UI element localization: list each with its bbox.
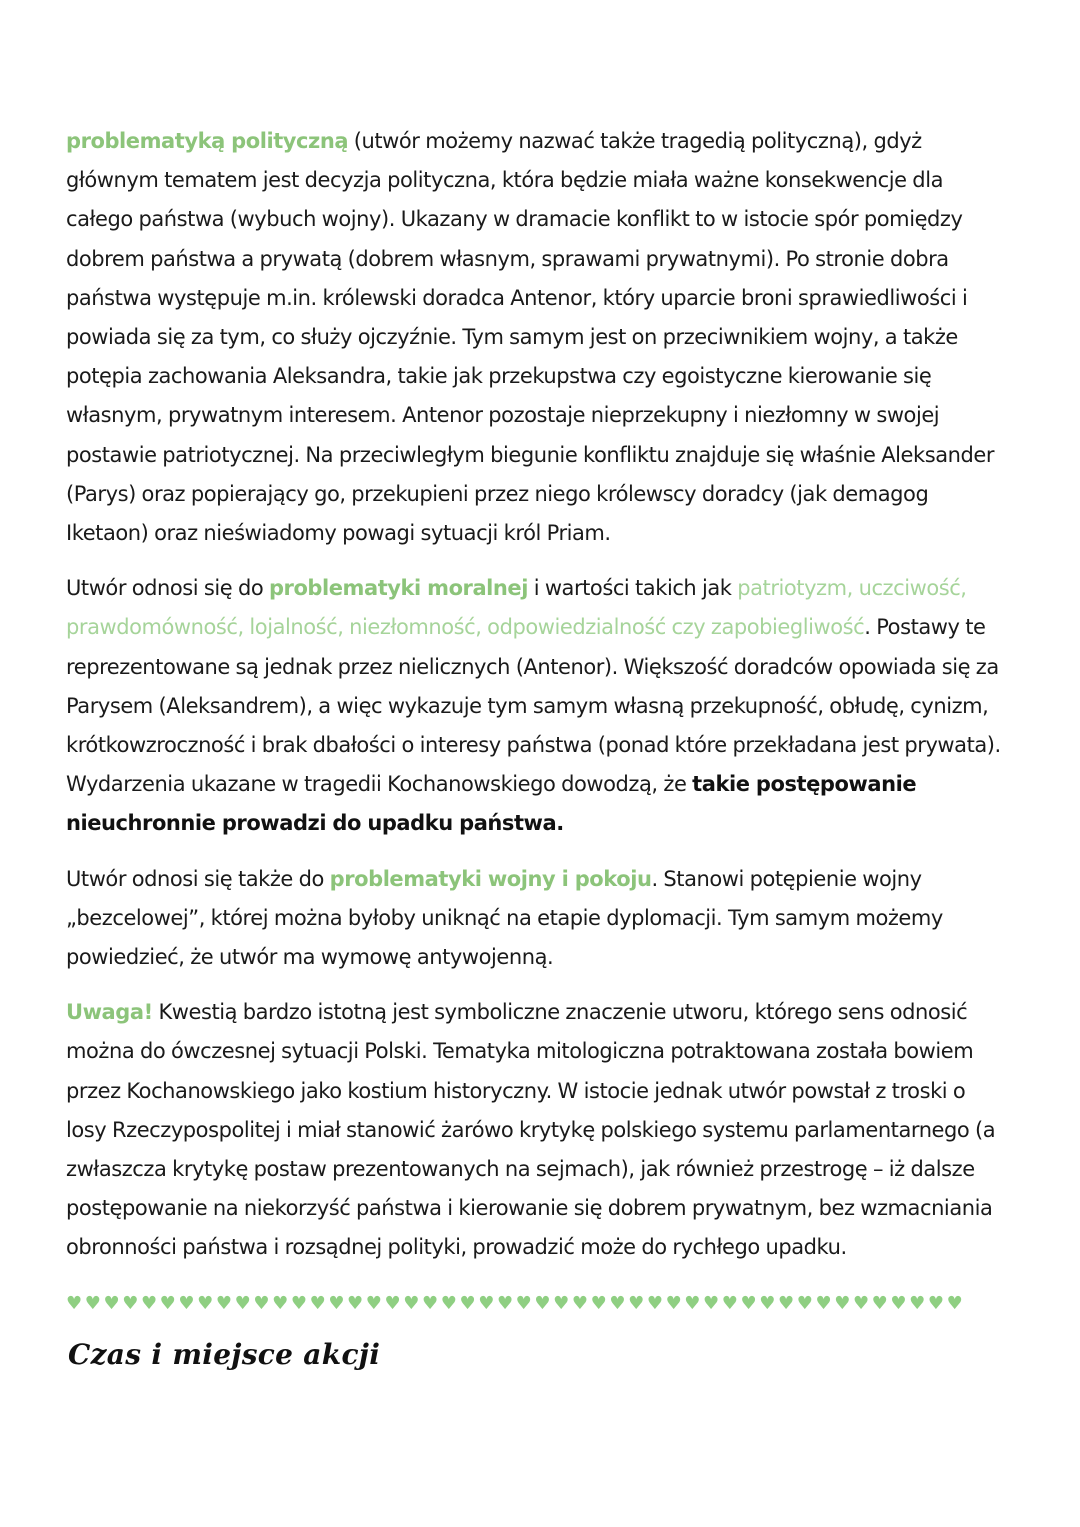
term-war-peace: problematyki wojny i pokoju	[329, 866, 652, 891]
paragraph-text: i wartości takich jak	[527, 576, 738, 601]
hearts-divider: ♥♥♥♥♥♥♥♥♥♥♥♥♥♥♥♥♥♥♥♥♥♥♥♥♥♥♥♥♥♥♥♥♥♥♥♥♥♥♥♥♥♥♥♥♥♥♥♥	[66, 1292, 966, 1314]
paragraph-text: .	[556, 811, 564, 836]
term-political-problems: problematyką polityczną	[66, 129, 349, 153]
paragraph-war-peace	[66, 860, 1010, 978]
term-moral-problems: problematyki moralnej	[268, 576, 528, 601]
paragraph-text: . Postawy te reprezentowane są jednak przez nielicznych (Antenor). Większość doradców opowiada się za Parysem (Aleksandrem), a więc wykazuje tym samym własną przekupność, obłudę, cynizm, krótkowzroczność i brak dbałości o interesy państwa (ponad które przekładana jest prywata). Wydarzenia ukazane w tragedii Kochanowskiego dowodzą, że	[66, 615, 1001, 797]
paragraph-text: Kwestią bardzo istotną jest symboliczne znaczenie utworu, którego sens odnosić można do ówczesnej sytuacji Polski. Tematyka mitologiczna potraktowana została bowiem przez Kochanowskiego jako kostium historyczny. W istocie jednak utwór powstał z troski o losy Rzeczypospolitej i miał stanowić żarówo krytykę polskiego systemu parlamentarnego (a zwłaszcza krytykę postaw prezentowanych na sejmach), jak również przestrogę – iż dalsze postępowanie na niekorzyść państwa i kierowanie się dobrem prywatnym, bez wzmacniania obronności państwa i rozsądnej polityki, prowadzić może do rychłego upadku.	[66, 1000, 996, 1260]
paragraph-moral-problems	[66, 569, 1010, 843]
emphasis-conclusion: takie postępowanie nieuchronnie prowadzi do upadku państwa	[66, 772, 917, 836]
paragraph-text: Utwór odnosi się do	[66, 576, 269, 601]
paragraph-political-problems	[66, 122, 1010, 553]
paragraph-text: Utwór odnosi się także do	[66, 866, 330, 891]
paragraph-note	[66, 993, 1010, 1267]
paragraph-text: (utwór możemy nazwać także tragedią polityczną), gdyż głównym tematem jest decyzja polityczna, która będzie miała ważne konsekwencje dla całego państwa (wybuch wojny). Ukazany w dramacie konflikt to w istocie spór pomiędzy dobrem państwa a prywatą (dobrem własnym, sprawami prywatnymi). Po stronie dobra państwa występuje m.in. królewski doradca Antenor, który uparcie broni sprawiedliwości i powiada się za tym, co służy ojczyźnie. Tym samym jest on przeciwnikiem wojny, a także potępia zachowania Aleksandra, takie jak przekupstwa czy egoistyczne kierowanie się własnym, prywatnym interesem. Antenor pozostaje nieprzekupny i niezłomny w swojej postawie patriotycznej. Na przeciwległym biegunie konfliktu znajduje się właśnie Aleksander (Parys) oraz popierający go, przekupieni przez niego królewscy doradcy (jak demagog Iketaon) oraz nieświadomy powagi sytuacji król Priam.	[66, 129, 995, 546]
paragraph-text: . Stanowi potępienie wojny „bezcelowej”, której można byłoby uniknąć na etapie dyplomacji. Tym samym możemy powiedzieć, że utwór ma wymowę antywojenną.	[66, 866, 943, 970]
section-heading: Czas i miejsce akcji	[68, 1337, 381, 1371]
values-list: patriotyzm, uczciwość, prawdomówność, lojalność, niezłomność, odpowiedzialność czy zapobiegliwość	[66, 576, 967, 640]
note-label: Uwaga!	[66, 1000, 153, 1025]
